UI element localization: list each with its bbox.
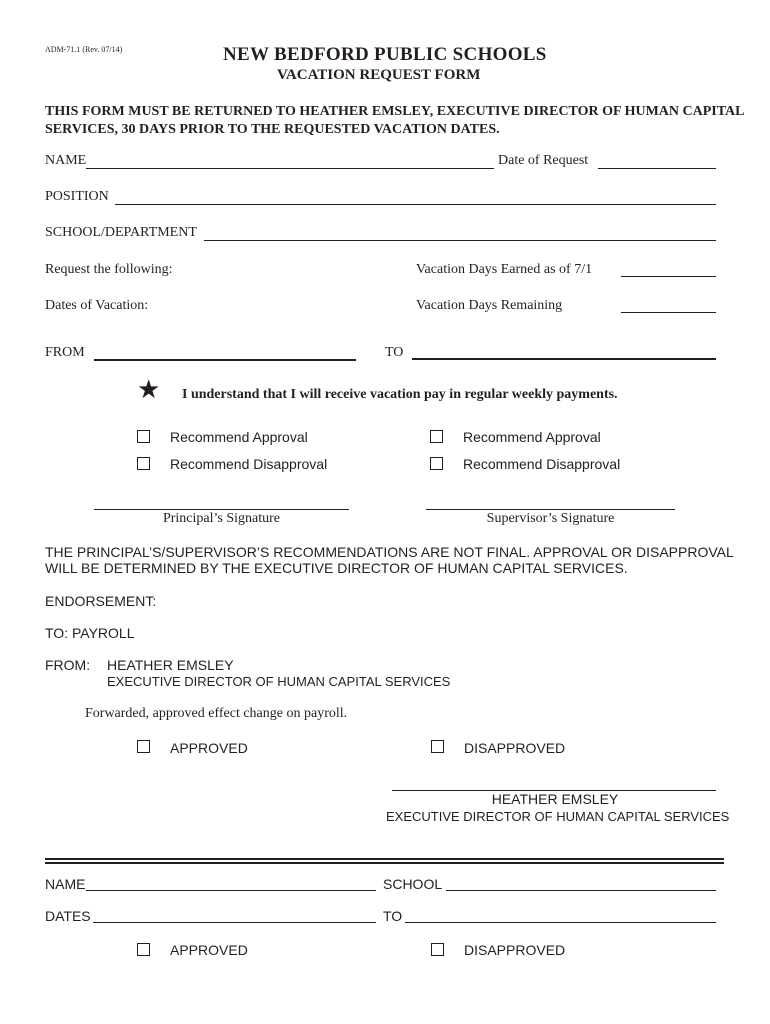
bottom-name-field[interactable]: [86, 890, 376, 891]
principal-recommend-disapproval-checkbox[interactable]: [137, 457, 150, 470]
days-earned-label: Vacation Days Earned as of 7/1: [416, 262, 593, 277]
supervisor-signature-line[interactable]: [426, 509, 675, 510]
form-code: ADM-71.1 (Rev. 07/14): [45, 45, 123, 54]
bottom-to-field[interactable]: [405, 922, 716, 923]
to-label: TO: [385, 345, 404, 360]
endorsement-disapproved-checkbox[interactable]: [431, 740, 444, 753]
principal-recommend-disapproval-label: Recommend Disapproval: [170, 456, 328, 472]
supervisor-recommend-disapproval-label: Recommend Disapproval: [463, 456, 621, 472]
from-label: FROM: [45, 345, 85, 360]
bottom-dates-field[interactable]: [93, 922, 376, 923]
school-department-label: SCHOOL/DEPARTMENT: [45, 225, 197, 240]
name-label: NAME: [45, 153, 87, 168]
principal-recommend-approval-label: Recommend Approval: [170, 429, 308, 445]
bottom-school-field[interactable]: [446, 890, 716, 891]
supervisor-recommend-approval-label: Recommend Approval: [463, 429, 601, 445]
bottom-dates-label: DATES: [45, 908, 91, 924]
supervisor-signature-label: Supervisor’s Signature: [486, 511, 615, 526]
name-field[interactable]: [86, 168, 494, 169]
divider-top: [45, 858, 724, 860]
acknowledgement-text: I understand that I will receive vacation pay in regular weekly payments.: [182, 387, 618, 402]
request-following-label: Request the following:: [45, 262, 173, 277]
date-of-request-field[interactable]: [598, 168, 716, 169]
position-field[interactable]: [115, 204, 716, 205]
to-field[interactable]: [412, 358, 716, 360]
days-earned-field[interactable]: [621, 276, 716, 277]
bottom-approved-checkbox[interactable]: [137, 943, 150, 956]
bottom-disapproved-checkbox[interactable]: [431, 943, 444, 956]
position-label: POSITION: [45, 189, 109, 204]
star-icon: ★: [137, 374, 161, 404]
notice-line-2: SERVICES, 30 DAYS PRIOR TO THE REQUESTED VACATION DATES.: [45, 122, 500, 137]
endorsement-from-title: EXECUTIVE DIRECTOR OF HUMAN CAPITAL SERVICES: [107, 674, 451, 689]
days-remaining-field[interactable]: [621, 312, 716, 313]
school-department-field[interactable]: [204, 240, 716, 241]
endorsement-from-label: FROM:: [45, 657, 91, 673]
notice-line-1: THIS FORM MUST BE RETURNED TO HEATHER EMSLEY, EXECUTIVE DIRECTOR OF HUMAN CAPITAL: [45, 104, 745, 119]
endorsement-disapproved-label: DISAPPROVED: [464, 740, 566, 756]
endorsement-label: ENDORSEMENT:: [45, 593, 157, 609]
principal-recommend-approval-checkbox[interactable]: [137, 430, 150, 443]
page-subtitle: VACATION REQUEST FORM: [277, 67, 481, 83]
bottom-to-label: TO: [383, 908, 403, 924]
supervisor-recommend-approval-checkbox[interactable]: [430, 430, 443, 443]
principal-signature-line[interactable]: [94, 509, 349, 510]
days-remaining-label: Vacation Days Remaining: [416, 298, 563, 313]
from-field[interactable]: [94, 359, 356, 361]
endorsement-from-name: HEATHER EMSLEY: [107, 657, 234, 673]
bottom-name-label: NAME: [45, 876, 86, 892]
endorsement-to: TO: PAYROLL: [45, 625, 135, 641]
final-note-line-2: WILL BE DETERMINED BY THE EXECUTIVE DIRECTOR OF HUMAN CAPITAL SERVICES.: [45, 560, 628, 576]
supervisor-recommend-disapproval-checkbox[interactable]: [430, 457, 443, 470]
dates-of-vacation-label: Dates of Vacation:: [45, 298, 149, 313]
director-signature-title: EXECUTIVE DIRECTOR OF HUMAN CAPITAL SERVICES: [386, 809, 730, 824]
bottom-disapproved-label: DISAPPROVED: [464, 942, 566, 958]
principal-signature-label: Principal’s Signature: [162, 511, 281, 526]
final-note-line-1: THE PRINCIPAL’S/SUPERVISOR’S RECOMMENDATIONS ARE NOT FINAL. APPROVAL OR DISAPPROVAL: [45, 544, 734, 560]
divider-bottom: [45, 862, 724, 864]
director-signature-name: HEATHER EMSLEY: [491, 791, 619, 807]
bottom-approved-label: APPROVED: [170, 942, 248, 958]
endorsement-approved-label: APPROVED: [170, 740, 248, 756]
bottom-school-label: SCHOOL: [383, 876, 443, 892]
forwarded-text: Forwarded, approved effect change on payroll.: [85, 706, 348, 721]
page-title: NEW BEDFORD PUBLIC SCHOOLS: [223, 44, 547, 65]
date-of-request-label: Date of Request: [498, 153, 589, 168]
endorsement-approved-checkbox[interactable]: [137, 740, 150, 753]
